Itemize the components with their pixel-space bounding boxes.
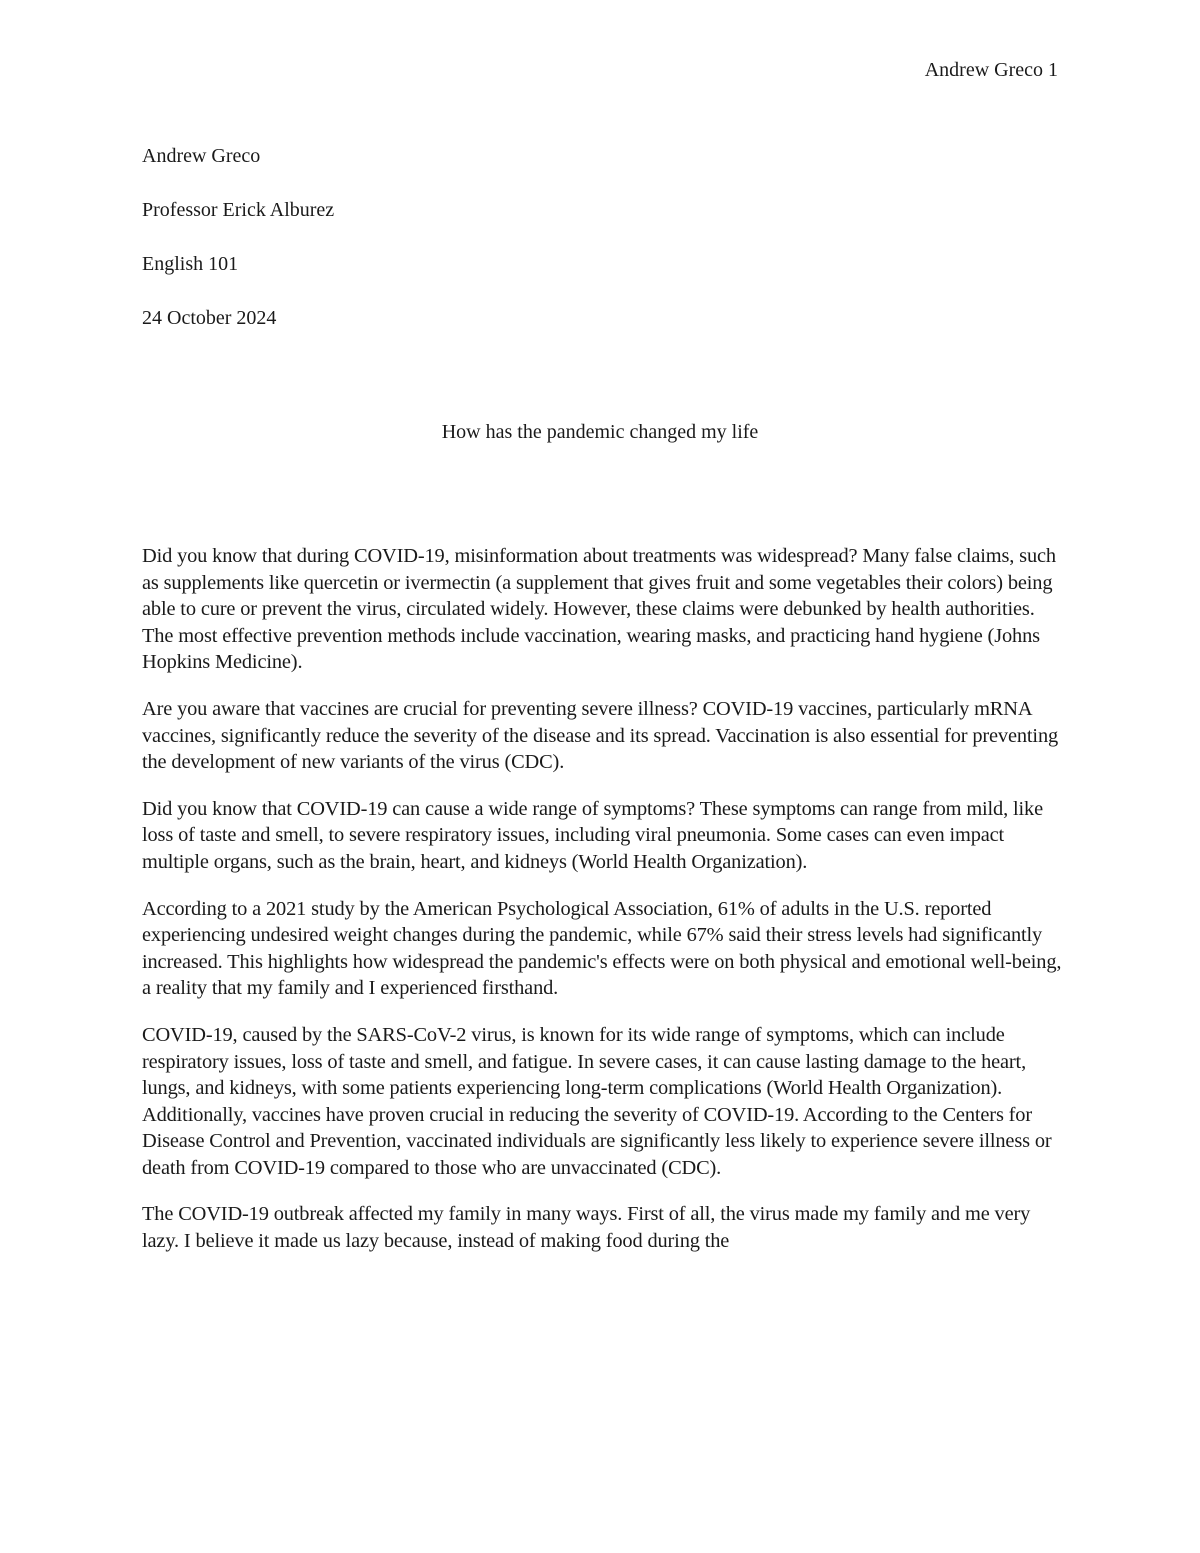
paragraph: Are you aware that vaccines are crucial for preventing severe illness? COVID-19 vaccines, particularly mRNA vaccines, significantly reduce the severity of the disease and its spread. Vaccination is also essential for preventing the development of new variants of the virus (CDC). bbox=[142, 697, 1059, 774]
running-header: Andrew Greco 1 bbox=[924, 59, 1058, 81]
essay-body bbox=[142, 543, 1062, 1275]
paragraph: Did you know that COVID-19 can cause a wide range of symptoms? These symptoms can range from mild, like loss of taste and smell, to severe respiratory issues, including viral pneumonia. Some cases can even impact multiple organs, such as the brain, heart, and kidneys (World Health Organization). bbox=[142, 797, 1043, 873]
paragraph: Did you know that during COVID-19, misinformation about treatments was widespread? Many false claims, such as supplements like quercetin or ivermectin (a supplement that gives fruit and some vegetables their colors) being able to cure or prevent the virus, circulated widely. However, these claims were debunked by health authorities. The most effective prevention methods include vaccination, wearing masks, and practicing hand hygiene (Johns Hopkins Medicine). bbox=[142, 545, 1056, 674]
mla-heading bbox=[142, 142, 334, 358]
date: 24 October 2024 bbox=[142, 307, 277, 329]
essay-title: How has the pandemic changed my life bbox=[441, 421, 759, 443]
paragraph: The COVID-19 outbreak affected my family in many ways. First of all, the virus made my family and me very lazy. I believe it made us lazy because, instead of making food during the bbox=[142, 1203, 1031, 1253]
course-name: English 101 bbox=[142, 253, 239, 275]
student-name: Andrew Greco bbox=[142, 145, 261, 167]
professor-name: Professor Erick Alburez bbox=[142, 199, 335, 221]
paragraph: COVID-19, caused by the SARS-CoV-2 virus, is known for its wide range of symptoms, which can include respiratory issues, loss of taste and smell, and fatigue. In severe cases, it can cause lasting damage to the heart, lungs, and kidneys, with some patients experiencing long-term complications (World Health Organization). Additionally, vaccines have proven crucial in reducing the severity of COVID-19. According to the Centers for Disease Control and Prevention, vaccinated individuals are significantly less likely to experience severe illness or death from COVID-19 compared to those who are unvaccinated (CDC). bbox=[142, 1023, 1052, 1179]
paragraph: According to a 2021 study by the American Psychological Association, 61% of adults in the U.S. reported experiencing undesired weight changes during the pandemic, while 67% said their stress levels had significantly increased. This highlights how widespread the pandemic's effects were on both physical and emotional well-being, a reality that my family and I experienced firsthand. bbox=[142, 897, 1062, 1000]
